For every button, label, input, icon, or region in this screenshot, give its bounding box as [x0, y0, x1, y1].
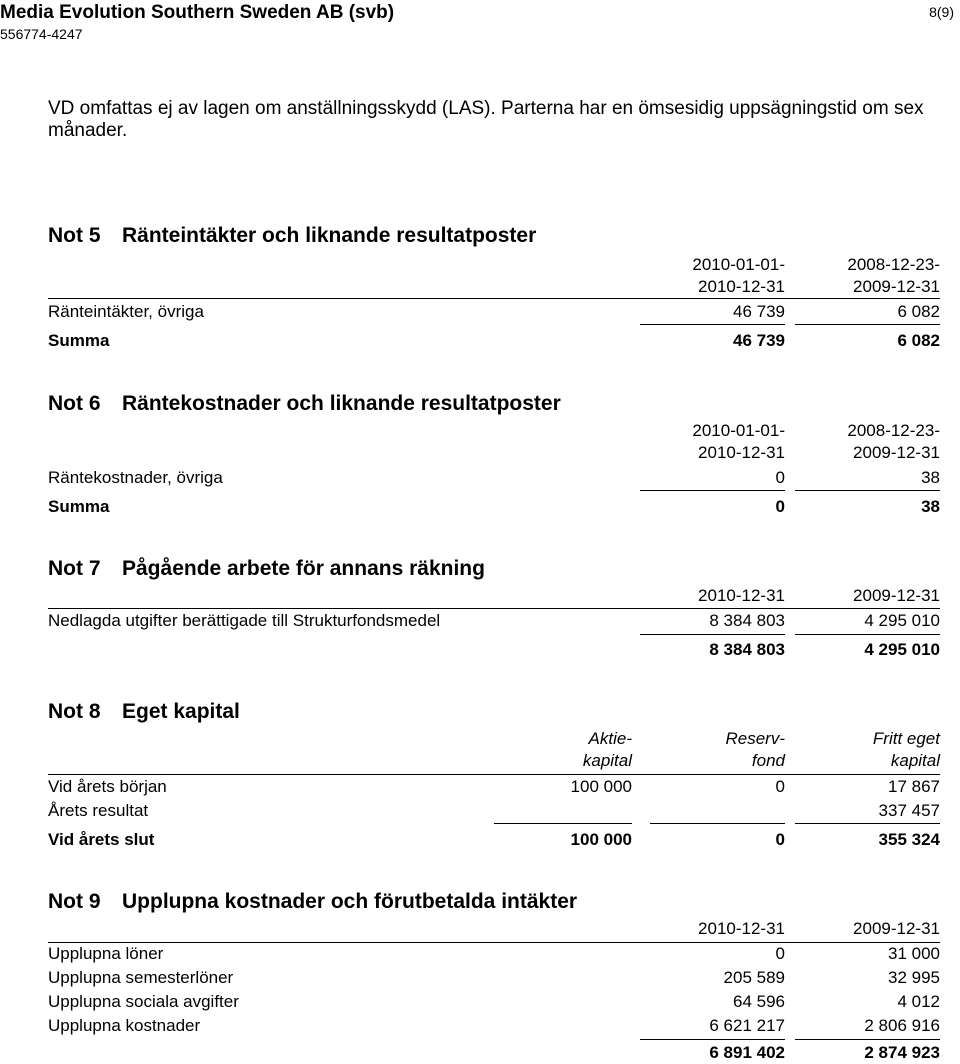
- note5-header-rule: [48, 298, 940, 299]
- note8-col3-line2: kapital: [890, 751, 940, 770]
- note7-row-v1: 8 384 803: [709, 611, 785, 630]
- note8-col2-header: [650, 728, 785, 772]
- page-number: 8(9): [929, 4, 954, 20]
- note9-row-v1: 64 596: [733, 992, 785, 1011]
- note9-sum-rule-1: [640, 1039, 785, 1040]
- note6-col2-line1: 2008-12-23-: [847, 421, 940, 440]
- note7-title: [48, 557, 485, 581]
- note9-row-label: Upplupna kostnader: [48, 1016, 201, 1035]
- note9-title: [48, 890, 577, 914]
- note6-sum-label: Summa: [48, 497, 110, 516]
- note8-row-label: Vid årets början: [48, 777, 167, 796]
- note8-sum-v1: 100 000: [570, 830, 632, 849]
- note5-number: Not 5: [48, 224, 101, 247]
- note8-col1-header: [500, 728, 632, 772]
- note5-col1-line1: 2010-01-01-: [692, 255, 785, 274]
- note9-row-v2: 2 806 916: [864, 1016, 940, 1035]
- note6-row-v1: 0: [775, 468, 785, 487]
- note9-row-v2: 31 000: [888, 944, 940, 963]
- note8-sum-v3: 355 324: [878, 830, 940, 849]
- note6-sum-v1: 0: [775, 497, 785, 516]
- note7-sum-rule-2: [795, 634, 940, 635]
- note7-number: Not 7: [48, 557, 101, 580]
- note9-sum-v1: 6 891 402: [709, 1043, 785, 1062]
- note6-row-label: Räntekostnader, övriga: [48, 468, 223, 487]
- note5-col2-line1: 2008-12-23-: [847, 255, 940, 274]
- note8-title: [48, 700, 240, 724]
- intro-paragraph: VD omfattas ej av lagen om anställningsskydd (LAS). Parterna har en ömsesidig uppsägningstid om sex månader.: [48, 98, 924, 141]
- note9-sum-rule-2: [795, 1039, 940, 1040]
- note6-sum-v2: 38: [921, 497, 940, 516]
- note5-col1-header: [640, 254, 785, 298]
- note5-row-label: Ränteintäkter, övriga: [48, 302, 204, 321]
- note9-col1-header: 2010-12-31: [698, 919, 785, 938]
- note8-row-v2: 0: [775, 777, 785, 796]
- note6-sum-rule-2: [795, 490, 940, 491]
- note7-header-rule: [48, 608, 940, 609]
- note9-row-v2: 4 012: [897, 992, 940, 1011]
- note5-title: [48, 224, 536, 248]
- note7-sum-v1: 8 384 803: [709, 640, 785, 659]
- note5-sum-label: Summa: [48, 331, 110, 350]
- note8-row-v1: 100 000: [570, 777, 632, 796]
- note7-col2-header: 2009-12-31: [853, 586, 940, 605]
- note8-sum-label: Vid årets slut: [48, 830, 155, 849]
- note5-sum-v2: 6 082: [897, 331, 940, 350]
- note7-col1-header: 2010-12-31: [698, 586, 785, 605]
- company-name: Media Evolution Southern Sweden AB (svb): [0, 2, 395, 23]
- note7-row-v2: 4 295 010: [864, 611, 940, 630]
- note5-sum-v1: 46 739: [733, 331, 785, 350]
- note7-title-text: Pågående arbete för annans räkning: [122, 557, 485, 580]
- note8-row-v3: 17 867: [888, 777, 940, 796]
- note9-row-label: Upplupna sociala avgifter: [48, 992, 239, 1011]
- note9-row-v1: 205 589: [723, 968, 785, 987]
- note6-col1-line2: 2010-12-31: [698, 443, 785, 462]
- note8-row-label: Årets resultat: [48, 801, 149, 820]
- note9-header-rule: [48, 942, 940, 943]
- note5-col1-line2: 2010-12-31: [698, 277, 785, 296]
- note5-title-text: Ränteintäkter och liknande resultatposter: [122, 224, 537, 247]
- note9-row-v1: 6 621 217: [709, 1016, 785, 1035]
- note9-sum-v2: 2 874 923: [864, 1043, 940, 1062]
- note5-sum-rule-2: [795, 324, 940, 325]
- note5-col2-header: [795, 254, 940, 298]
- note9-row-v2: 32 995: [888, 968, 940, 987]
- note8-col1-line1: Aktie-: [588, 729, 632, 748]
- note7-row-label: Nedlagda utgifter berättigade till Strukturfondsmedel: [48, 611, 441, 630]
- note8-col2-line2: fond: [751, 751, 785, 770]
- note9-title-text: Upplupna kostnader och förutbetalda intäkter: [122, 890, 578, 913]
- note8-sum-v2: 0: [775, 830, 785, 849]
- note6-number: Not 6: [48, 392, 101, 415]
- note5-sum-rule-1: [640, 324, 785, 325]
- note9-row-label: Upplupna semesterlöner: [48, 968, 234, 987]
- org-number: 556774-4247: [0, 26, 83, 42]
- note6-col2-header: [795, 420, 940, 464]
- note8-sum-rule-3: [795, 823, 940, 824]
- note9-row-v1: 0: [775, 944, 785, 963]
- note5-row-v1: 46 739: [733, 302, 785, 321]
- note6-title-text: Räntekostnader och liknande resultatposter: [122, 392, 561, 415]
- note5-col2-line2: 2009-12-31: [853, 277, 940, 296]
- note8-header-rule: [48, 774, 940, 775]
- note9-row-label: Upplupna löner: [48, 944, 164, 963]
- note8-sum-rule-2: [650, 823, 785, 824]
- note8-col1-line2: kapital: [582, 751, 632, 770]
- note7-sum-v2: 4 295 010: [864, 640, 940, 659]
- note6-col2-line2: 2009-12-31: [853, 443, 940, 462]
- note8-col3-header: [795, 728, 940, 772]
- note9-number: Not 9: [48, 890, 101, 913]
- note8-sum-rule-1: [494, 823, 632, 824]
- note6-row-v2: 38: [921, 468, 940, 487]
- note9-col2-header: 2009-12-31: [853, 919, 940, 938]
- note6-col1-header: [640, 420, 785, 464]
- note7-sum-rule-1: [640, 634, 785, 635]
- note5-row-v2: 6 082: [897, 302, 940, 321]
- note8-number: Not 8: [48, 700, 101, 723]
- note8-title-text: Eget kapital: [122, 700, 240, 723]
- note8-row-v3: 337 457: [878, 801, 940, 820]
- note6-col1-line1: 2010-01-01-: [692, 421, 785, 440]
- note6-sum-rule-1: [640, 490, 785, 491]
- note8-col3-line1: Fritt eget: [872, 729, 940, 748]
- note6-title: [48, 392, 561, 416]
- note8-col2-line1: Reserv-: [725, 729, 785, 748]
